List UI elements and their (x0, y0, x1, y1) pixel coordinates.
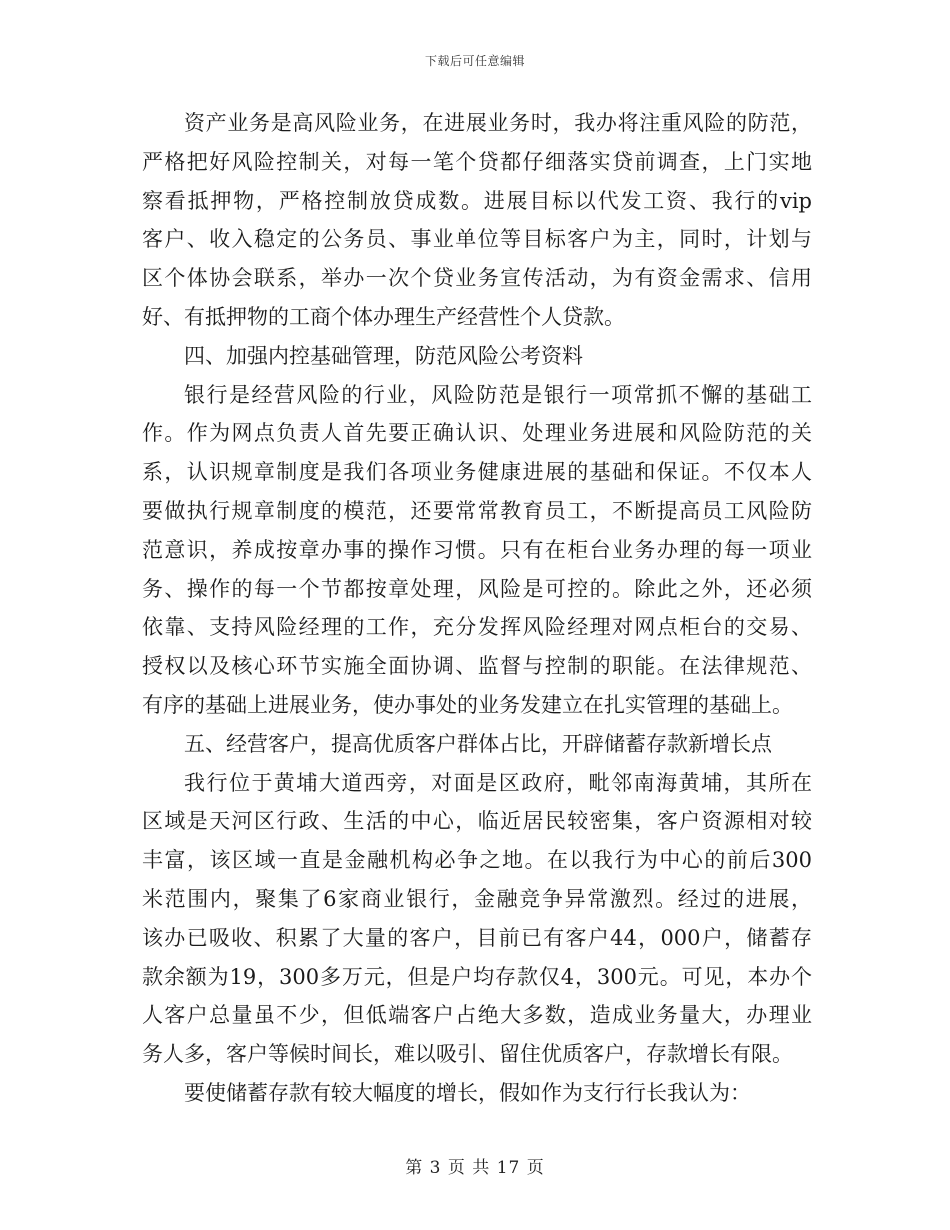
text-line: 四、加强内控基础管理，防范风险公考资料 (184, 343, 583, 368)
text-line: 丰富，该区域一直是金融机构必争之地。在以我行为中心的前后300 (142, 848, 812, 873)
text-line: 范意识，养成按章办事的操作习惯。只有在柜台业务办理的每一项业 (142, 537, 812, 562)
document-body (142, 104, 812, 1113)
text-line: 授权以及核心环节实施全面协调、监督与控制的职能。在法律规范、 (142, 654, 812, 679)
text-line: 好、有抵押物的工商个体办理生产经营性个人贷款。 (142, 304, 625, 329)
text-line: 人客户总量虽不少，但低端客户占绝大多数，造成业务量大，办理业 (142, 1003, 812, 1028)
text-line: 资产业务是高风险业务，在进展业务时，我办将注重风险的防范， (184, 111, 812, 135)
text-line: 依靠、支持风险经理的工作，充分发挥风险经理对网点柜台的交易、 (142, 615, 812, 640)
text-line: 区个体协会联系，举办一次个贷业务宣传活动，为有资金需求、信用 (142, 266, 812, 291)
text-line: 五、经营客户，提高优质客户群体占比，开辟储蓄存款新增长点 (184, 731, 772, 756)
text-line: 要做执行规章制度的模范，还要常常教育员工，不断提高员工风险防 (142, 498, 812, 523)
text-line: 作。作为网点负责人首先要正确认识、处理业务进展和风险防范的关 (142, 421, 812, 446)
text-line: 系，认识规章制度是我们各项业务健康进展的基础和保证。不仅本人 (142, 460, 812, 485)
text-line: 察看抵押物，严格控制放贷成数。进展目标以代发工资、我行的vip (142, 188, 812, 213)
text-line: 米范围内，聚集了6家商业银行，金融竞争异常激烈。经过的进展， (142, 886, 812, 911)
page-number-footer: 第 3 页 共 17 页 (405, 1158, 545, 1178)
text-line: 务、操作的每一个节都按章处理，风险是可控的。除此之外，还必须 (142, 576, 812, 601)
text-line: 我行位于黄埔大道西旁，对面是区政府，毗邻南海黄埔，其所在 (184, 770, 812, 795)
text-line: 严格把好风险控制关，对每一笔个贷都仔细落实贷前调查，上门实地 (142, 149, 812, 174)
text-line: 区域是天河区行政、生活的中心，临近居民较密集，客户资源相对较 (142, 809, 812, 834)
text-line: 务人多，客户等候时间长，难以吸引、留住优质客户，存款增长有限。 (142, 1042, 793, 1067)
text-line: 有序的基础上进展业务，使办事处的业务发建立在扎实管理的基础上。 (142, 692, 793, 717)
text-line: 款余额为19，300多万元，但是户均存款仅4，300元。可见，本办个 (142, 964, 812, 989)
page-header-note: 下载后可任意编辑 (424, 54, 525, 68)
text-line: 要使储蓄存款有较大幅度的增长，假如作为支行行长我认为： (184, 1080, 751, 1105)
text-line: 该办已吸收、积累了大量的客户，目前已有客户44，000户，储蓄存 (142, 925, 812, 950)
text-line: 银行是经营风险的行业，风险防范是银行一项常抓不懈的基础工 (184, 382, 812, 407)
text-line: 客户、收入稳定的公务员、事业单位等目标客户为主，同时，计划与 (142, 227, 812, 252)
